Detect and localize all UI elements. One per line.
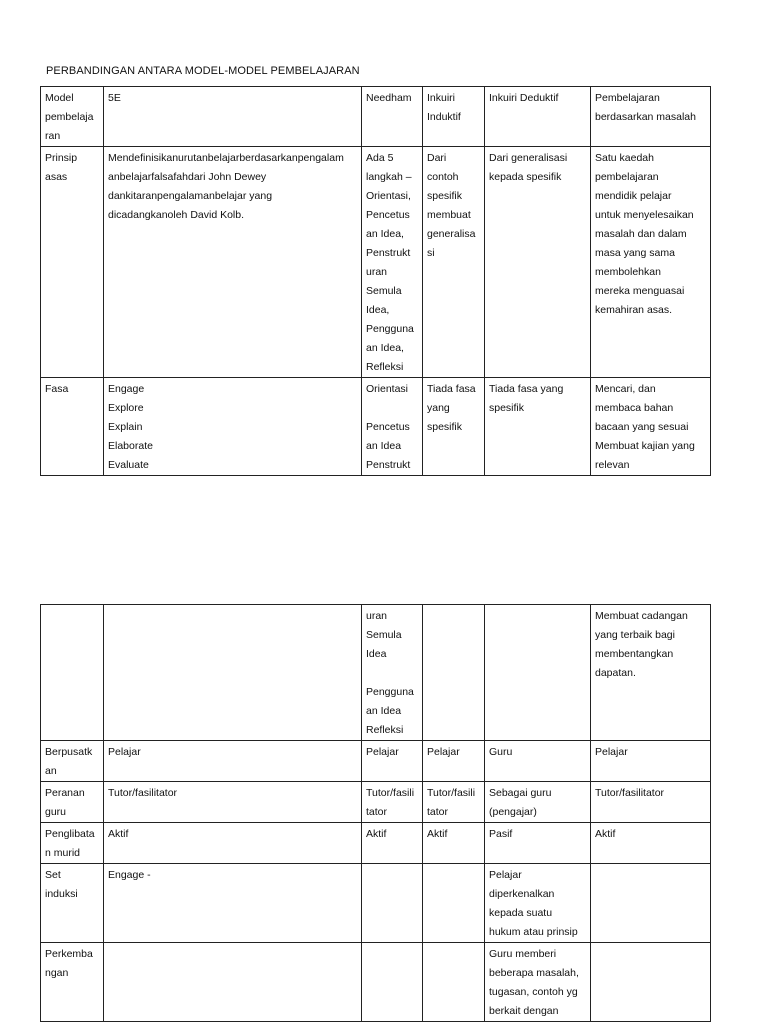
table-cell: Peranan guru bbox=[41, 782, 104, 823]
table-cell bbox=[362, 943, 423, 1022]
table-cell: Ada 5 langkah – Orientasi, Pencetus an Idea, Penstrukt uran Semula Idea, Pengguna an Idea, Refleksi bbox=[362, 147, 423, 378]
header-cell: Inkuiri Induktif bbox=[423, 87, 485, 147]
table-cell: Satu kaedah pembelajaran mendidik pelajar untuk menyelesaikan masalah dan dalam masa yang sama membolehkan mereka menguasai kemahiran asas. bbox=[591, 147, 711, 378]
table-cell: Penglibata n murid bbox=[41, 823, 104, 864]
table-cell: Guru bbox=[485, 741, 591, 782]
table-row bbox=[41, 823, 711, 864]
table-cell: Pelajar diperkenalkan kepada suatu hukum atau prinsip bbox=[485, 864, 591, 943]
table-cell: Berpusatk an bbox=[41, 741, 104, 782]
table-row bbox=[41, 864, 711, 943]
table-cell bbox=[423, 943, 485, 1022]
header-cell: Inkuiri Deduktif bbox=[485, 87, 591, 147]
table-row bbox=[41, 943, 711, 1022]
header-cell: Model pembelaja ran bbox=[41, 87, 104, 147]
table-cell: Tiada fasa yang spesifik bbox=[485, 378, 591, 476]
table-cell bbox=[423, 605, 485, 741]
table-cell: Guru memberi beberapa masalah, tugasan, contoh yg berkait dengan bbox=[485, 943, 591, 1022]
table-cell: Membuat cadangan yang terbaik bagi membentangkan dapatan. bbox=[591, 605, 711, 741]
table-row bbox=[41, 147, 711, 378]
table-cell bbox=[104, 605, 362, 741]
document-title: PERBANDINGAN ANTARA MODEL-MODEL PEMBELAJARAN bbox=[46, 65, 360, 77]
table-row bbox=[41, 605, 711, 741]
header-cell: 5E bbox=[104, 87, 362, 147]
table-cell: Fasa bbox=[41, 378, 104, 476]
table-cell: Tutor/fasilitator bbox=[591, 782, 711, 823]
table-cell bbox=[485, 605, 591, 741]
table-cell: uran Semula Idea Pengguna an Idea Refleksi bbox=[362, 605, 423, 741]
table-cell: Aktif bbox=[591, 823, 711, 864]
table-cell: Aktif bbox=[104, 823, 362, 864]
table-cell bbox=[104, 943, 362, 1022]
table-cell: Pasif bbox=[485, 823, 591, 864]
header-cell: Pembelajaran berdasarkan masalah bbox=[591, 87, 711, 147]
table-cell: Pelajar bbox=[423, 741, 485, 782]
table-row bbox=[41, 741, 711, 782]
table-cell: Tutor/fasili tator bbox=[362, 782, 423, 823]
table-cell: Pelajar bbox=[104, 741, 362, 782]
table-cell: Engage - bbox=[104, 864, 362, 943]
table-cell: Aktif bbox=[423, 823, 485, 864]
table-cell: Set induksi bbox=[41, 864, 104, 943]
table-cell bbox=[41, 605, 104, 741]
table-cell: Tutor/fasilitator bbox=[104, 782, 362, 823]
table-cell: Pelajar bbox=[362, 741, 423, 782]
table-row bbox=[41, 378, 711, 476]
table-cell: Dari contoh spesifik membuat generalisa si bbox=[423, 147, 485, 378]
table-cell: Sebagai guru (pengajar) bbox=[485, 782, 591, 823]
table-cell: Perkemba ngan bbox=[41, 943, 104, 1022]
table-row bbox=[41, 782, 711, 823]
table-cell: Mendefinisikanurutanbelajarberdasarkanpengalam anbelajarfalsafahdari John Dewey dankitaranpengalamanbelajar yang dicadangkanoleh David Kolb. bbox=[104, 147, 362, 378]
table-cell: Mencari, dan membaca bahan bacaan yang sesuai Membuat kajian yang relevan bbox=[591, 378, 711, 476]
table-cell: Engage Explore Explain Elaborate Evaluate bbox=[104, 378, 362, 476]
table-cell bbox=[591, 943, 711, 1022]
table-cell: Aktif bbox=[362, 823, 423, 864]
comparison-table-part-2 bbox=[40, 604, 711, 1022]
table-cell: Tutor/fasili tator bbox=[423, 782, 485, 823]
table-cell bbox=[362, 864, 423, 943]
table-cell: Dari generalisasi kepada spesifik bbox=[485, 147, 591, 378]
comparison-table-part-1 bbox=[40, 86, 711, 476]
header-cell: Needham bbox=[362, 87, 423, 147]
table-cell bbox=[591, 864, 711, 943]
table-header-row bbox=[41, 87, 711, 147]
table-cell: Tiada fasa yang spesifik bbox=[423, 378, 485, 476]
table-cell: Orientasi Pencetus an Idea Penstrukt bbox=[362, 378, 423, 476]
table-cell: Prinsip asas bbox=[41, 147, 104, 378]
table-cell bbox=[423, 864, 485, 943]
table-cell: Pelajar bbox=[591, 741, 711, 782]
